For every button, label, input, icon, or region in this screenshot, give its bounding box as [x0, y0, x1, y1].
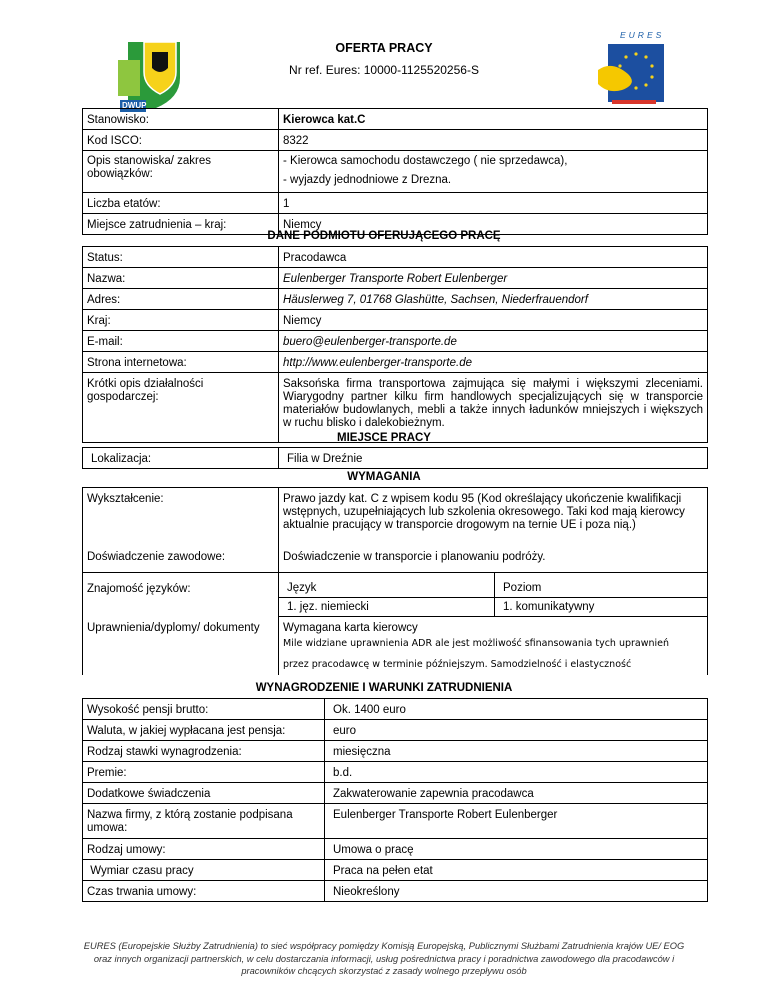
dwup-logo-text: DWUP: [122, 101, 147, 110]
salary-value-working-time: Praca na pełen etat: [325, 860, 708, 881]
employer-table: [82, 246, 708, 443]
employer-email-link[interactable]: buero@eulenberger-transporte.de: [279, 331, 708, 352]
salary-heading: WYNAGRODZENIE I WARUNKI ZATRUDNIENIA: [255, 682, 513, 694]
description-line-2: - wyjazdy jednodniowe z Drezna.: [283, 174, 452, 186]
workplace-label: Lokalizacja:: [83, 448, 279, 469]
salary-label-duration: Czas trwania umowy:: [83, 881, 325, 902]
salary-label-working-time: Wymiar czasu pracy: [83, 860, 325, 881]
eures-logo-text: EURES: [620, 30, 665, 40]
eures-logo: [594, 30, 674, 106]
salary-value-duration: Nieokreślony: [325, 881, 708, 902]
employer-heading: DANE PODMIOTU OFERUJĄCEGO PRACĘ: [267, 230, 501, 242]
employer-value-country: Niemcy: [279, 310, 708, 331]
salary-value-bonus: b.d.: [325, 762, 708, 783]
employer-label-address: Adres:: [83, 289, 279, 310]
employer-label-country: Kraj:: [83, 310, 279, 331]
offer-label-position: Stanowisko:: [83, 109, 279, 130]
employer-label-name: Nazwa:: [83, 268, 279, 289]
offer-value-description: [279, 151, 708, 193]
page-title: OFERTA PRACY: [335, 41, 433, 55]
level-value: 1. komunikatywny: [495, 598, 708, 617]
offer-value-position: Kierowca kat.C: [279, 109, 708, 130]
workplace-heading: MIEJSCE PRACY: [337, 432, 431, 444]
footer-line-2: oraz innych organizacji partnerskich, w celu dostarczania informacji, usług pośrednictwa pracy i poradnictwa zawodowego dla pracodawców i: [93, 953, 675, 964]
salary-value-gross: Ok. 1400 euro: [325, 699, 708, 720]
reference-number: Nr ref. Eures: 10000-1125520256-S: [289, 63, 479, 77]
offer-label-isco: Kod ISCO:: [83, 130, 279, 151]
offer-label-positions-count: Liczba etatów:: [83, 193, 279, 214]
salary-label-bonus: Premie:: [83, 762, 325, 783]
offer-table: [82, 108, 708, 235]
employer-value-name: Eulenberger Transporte Robert Eulenberger: [279, 268, 708, 289]
documents-note-2: przez pracodawcę w terminie późniejszym. Samodzielność i elastyczność: [283, 659, 632, 670]
employer-label-status: Status:: [83, 247, 279, 268]
documents-main: Wymagana karta kierowcy: [283, 622, 418, 634]
requirements-heading: WYMAGANIA: [347, 471, 421, 483]
footer: [70, 940, 698, 978]
documents-value: [279, 617, 708, 676]
salary-label-benefits: Dodatkowe świadczenia: [83, 783, 325, 804]
offer-value-positions-count: 1: [279, 193, 708, 214]
employer-value-business: Saksońska firma transportowa zajmująca się małymi i większymi zleceniami. Wiarygodny partner kilku firm handlowych specjalizujących się w transporcie materiałów budowlanych, mebli a także innych ładunków mniejszych i większych w ruchu blisko i dalekobieżnym.: [279, 373, 708, 443]
documents-label: Uprawnienia/dyplomy/ dokumenty: [83, 617, 279, 676]
language-value: 1. jęz. niemiecki: [279, 598, 495, 617]
employer-label-email: E-mail:: [83, 331, 279, 352]
offer-label-country: Miejsce zatrudnienia – kraj:: [83, 214, 279, 235]
salary-value-benefits: Zakwaterowanie zapewnia pracodawca: [325, 783, 708, 804]
documents-note-1: Mile widziane uprawnienia ADR ale jest możliwość sfinansowania tych uprawnień: [283, 638, 670, 649]
description-line-1: - Kierowca samochodu dostawczego ( nie sprzedawca),: [283, 155, 568, 167]
salary-label-contract-company: Nazwa firmy, z którą zostanie podpisana umowa:: [83, 804, 325, 839]
requirements-table: [82, 487, 708, 675]
education-value: Prawo jazdy kat. C z wpisem kodu 95 (Kod określający ukończenie kwalifikacji wstępnych, uzupełniających lub szkolenia okresowego. Taki kod mają kierowcy aktualnie pracujący w transporcie drogowym na ternie UE i poza nią.): [279, 488, 708, 543]
level-column-header: Poziom: [495, 573, 708, 598]
salary-label-rate-type: Rodzaj stawki wynagrodzenia:: [83, 741, 325, 762]
workplace-table: [82, 447, 708, 469]
salary-table: [82, 698, 708, 902]
offer-value-country: Niemcy: [279, 214, 708, 235]
offer-value-isco: 8322: [279, 130, 708, 151]
footer-text-1: to sieć współpracy pomiędzy Komisją Europejską, Publicznymi Służbami Zatrudnienia krajów UE/ EOG: [257, 941, 685, 951]
salary-value-contract-company: Eulenberger Transporte Robert Eulenberger: [325, 804, 708, 839]
experience-value: Doświadczenie w transporcie i planowaniu podróży.: [279, 543, 708, 573]
salary-label-currency: Waluta, w jakiej wypłacana jest pensja:: [83, 720, 325, 741]
salary-value-contract-type: Umowa o pracę: [325, 839, 708, 860]
footer-lead: EURES (Europejskie Służby Zatrudnienia): [83, 941, 258, 951]
salary-label-gross: Wysokość pensji brutto:: [83, 699, 325, 720]
salary-value-rate-type: miesięczna: [325, 741, 708, 762]
workplace-value: Filia w Dreźnie: [279, 448, 708, 469]
employer-website-link[interactable]: http://www.eulenberger-transporte.de: [279, 352, 708, 373]
salary-label-contract-type: Rodzaj umowy:: [83, 839, 325, 860]
footer-line-1: [70, 940, 698, 953]
language-column-header: Język: [279, 573, 495, 598]
languages-label: Znajomość języków:: [83, 573, 279, 617]
employer-label-website: Strona internetowa:: [83, 352, 279, 373]
employer-value-status: Pracodawca: [279, 247, 708, 268]
footer-line-3: pracowników chcących skorzystać z zasady wolnego przepływu osób: [241, 966, 527, 976]
employer-value-address: Häuslerweg 7, 01768 Glashütte, Sachsen, Niederfrauendorf: [279, 289, 708, 310]
education-label: Wykształcenie:: [83, 488, 279, 543]
salary-value-currency: euro: [325, 720, 708, 741]
offer-label-description: Opis stanowiska/ zakres obowiązków:: [83, 151, 279, 193]
experience-label: Doświadczenie zawodowe:: [83, 543, 279, 573]
employer-label-business: Krótki opis działalności gospodarczej:: [83, 373, 279, 443]
